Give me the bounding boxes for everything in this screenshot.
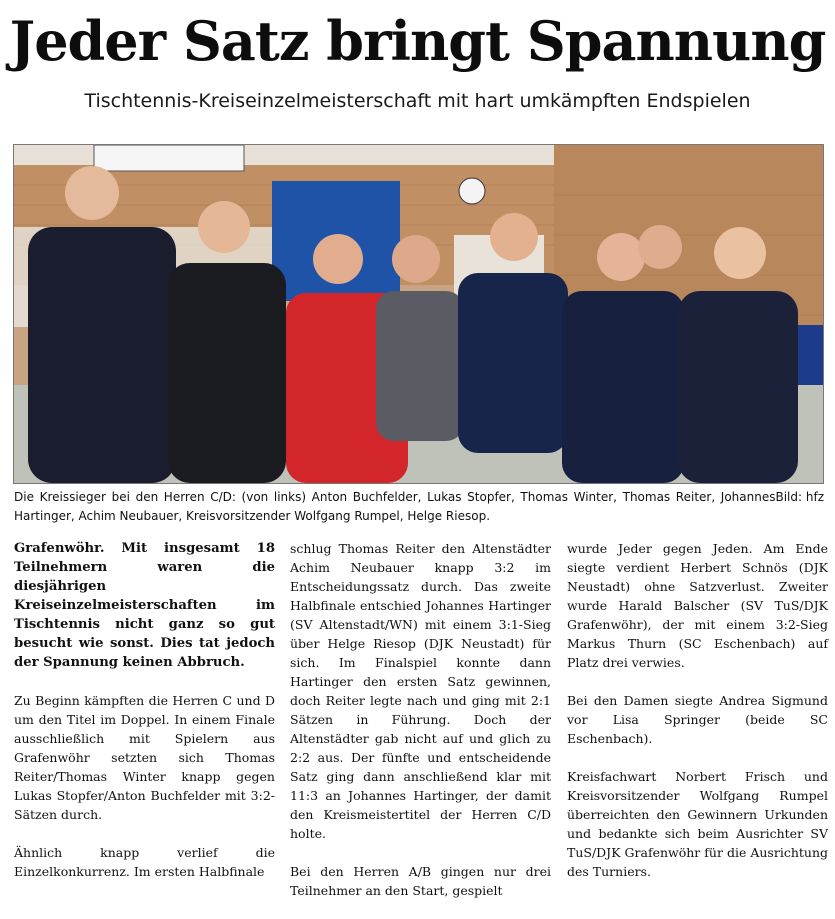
article-column-2 xyxy=(290,539,551,919)
paragraph: Kreisfachwart Norbert Frisch und Kreisvorsitzender Wolfgang Rumpel überreichten den Gewinnern Urkunden und bedankte sich beim Ausrichter SV TuS/DJK Grafenwöhr für die Ausrichtung des Turniers. xyxy=(567,769,828,879)
paragraph: Zu Beginn kämpften die Herren C und D um den Titel im Doppel. In einem Finale ausschließlich mit Spielern aus Grafenwöhr setzten sich Thomas Reiter/Thomas Winter knapp gegen Lukas Stopfer/Anton Buchfelder mit 3:2-Sätzen durch. xyxy=(14,693,275,822)
paragraph: Ähnlich knapp verlief die Einzelkonkurrenz. Im ersten Halbfinale xyxy=(14,845,275,879)
paragraph: wurde Jeder gegen Jeden. Am Ende siegte verdient Herbert Schnös (DJK Neustadt) ohne Satzverlust. Zweiter wurde Harald Balscher (SV TuS/DJK Grafenwöhr), der mit einem 3:2-Sieg Markus Thurn (SC Eschenbach) auf Platz drei verwies. xyxy=(567,541,828,670)
paragraph: Bei den Damen siegte Andrea Sigmund vor Lisa Springer (beide SC Eschenbach). xyxy=(567,693,828,746)
photo-credit: Bild: hfz xyxy=(775,490,824,504)
photo-caption-text: Die Kreissieger bei den Herren C/D: (von links) Anton Buchfelder, Lukas Stopfer, Thomas Winter, Thomas Reiter, Johannes Hartinger, Achim Neubauer, Kreisvorsitzender Wolfgang Rumpel, Helge Riesop. xyxy=(14,490,776,523)
article-lead: Grafenwöhr. Mit insgesamt 18 Teilnehmern waren die diesjährigen Kreiseinzelmeisterschaften im Tischtennis nicht ganz so gut besucht wie sonst. Dies tat jedoch der Spannung keinen Abbruch. xyxy=(14,541,275,670)
article-subheadline: Tischtennis-Kreiseinzelmeisterschaft mit hart umkämpften Endspielen xyxy=(84,90,751,112)
article-column-3 xyxy=(567,539,828,900)
paragraph: schlug Thomas Reiter den Altenstädter Achim Neubauer knapp 3:2 im Entscheidungssatz durch. Das zweite Halbfinale entschied Johannes Hartinger (SV Altenstadt/WN) mit einem 3:1-Sieg über Helge Riesop (DJK Neustadt) für sich. Im Finalspiel konnte dann Hartinger den ersten Satz gewinnen, doch Reiter legte nach und ging mit 2:1 Sätzen in Führung. Doch der Altenstädter gab nicht auf und glich zu 2:2 aus. Der fünfte und entscheidende Satz ging dann anschließend klar mit 11:3 an Johannes Hartinger, der damit den Kreismeistertitel der Herren C/D holte. xyxy=(290,541,551,841)
photo-caption xyxy=(14,488,824,526)
team-photo xyxy=(13,144,824,484)
paragraph: Bei den Herren A/B gingen nur drei Teilnehmer an den Start, gespielt xyxy=(290,864,551,898)
article-headline: Jeder Satz bringt Spannung xyxy=(9,9,826,73)
team-photo-image xyxy=(14,145,823,483)
article-column-1 xyxy=(14,539,275,900)
